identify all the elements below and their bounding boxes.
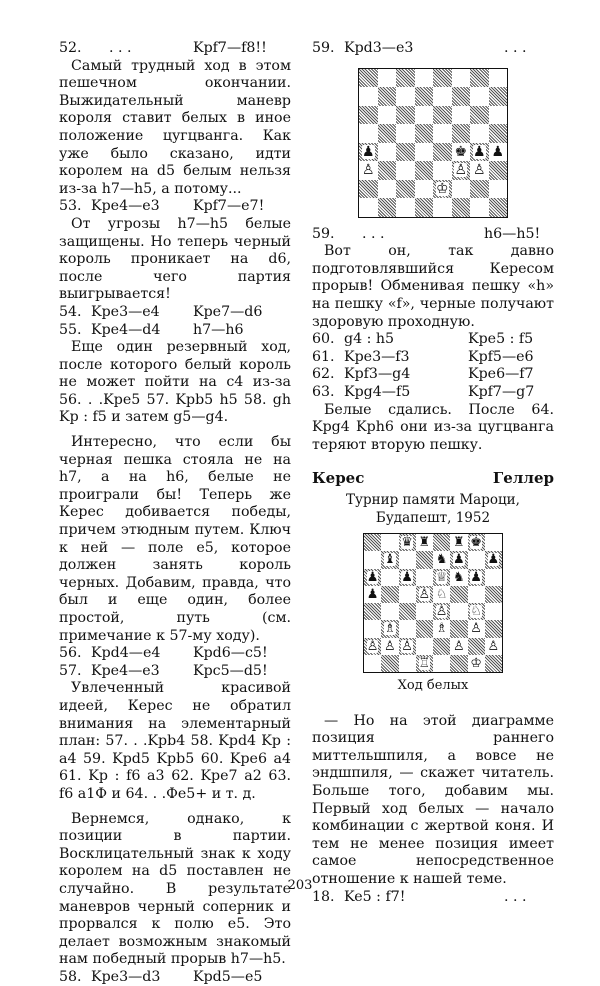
chess-piece: ♙ bbox=[384, 638, 396, 654]
chess-piece: ♟ bbox=[472, 143, 486, 160]
board-square bbox=[381, 534, 398, 551]
move-number: 53. bbox=[59, 198, 82, 215]
board-square bbox=[450, 586, 467, 603]
board-square bbox=[378, 161, 397, 180]
board-square bbox=[485, 551, 502, 568]
white-move: Kpf3—g4 bbox=[344, 366, 411, 383]
black-player: Геллер bbox=[492, 469, 554, 488]
move-number: 55. bbox=[59, 321, 82, 338]
board-square bbox=[416, 534, 433, 551]
board-square bbox=[450, 603, 467, 620]
board-square bbox=[470, 69, 489, 88]
board-square bbox=[450, 655, 467, 672]
board-square bbox=[489, 124, 508, 143]
board-square bbox=[399, 638, 416, 655]
paragraph: Самый трудный ход в этом пешечном окончании. Выжидательный маневр короля ставит белых в иное положение цугцванга. Как уже было сказано, идти королем на d5 белым нельзя из-за h7—h5, а потому... bbox=[59, 57, 291, 197]
event-name: Турнир памяти Мароци, bbox=[346, 491, 520, 508]
board-square bbox=[359, 106, 378, 125]
board-square bbox=[415, 180, 434, 199]
right-column bbox=[312, 40, 554, 906]
black-move: Kpe6—f7 bbox=[468, 366, 534, 383]
board-square bbox=[450, 534, 467, 551]
diagram-2-wrap bbox=[312, 533, 554, 673]
board-square bbox=[470, 87, 489, 106]
move-56 bbox=[59, 645, 291, 663]
chess-piece: ♙ bbox=[487, 638, 500, 654]
paragraph: — Но на этой диаграмме позиция раннего миттельшпиля, а вовсе не эндшпиля, — скажет читатель. Больше того, добавим мы. Первый ход белых — начало комбинации с жертвой коня. И тем не менее позиция имеет самое непосредственное отношение к нашей теме. bbox=[312, 712, 554, 888]
board-square bbox=[485, 534, 502, 551]
chess-piece: ♟ bbox=[470, 569, 482, 585]
chess-piece: ♕ bbox=[435, 569, 448, 585]
board-square bbox=[396, 180, 415, 199]
move-number: 63. bbox=[312, 383, 335, 400]
move-52 bbox=[59, 40, 291, 58]
board-square bbox=[433, 638, 450, 655]
board-square bbox=[416, 586, 433, 603]
white-move: Kpg4—f5 bbox=[344, 383, 411, 400]
move-number: 56. bbox=[59, 645, 82, 662]
game-header bbox=[312, 470, 554, 488]
chess-piece: ♟ bbox=[361, 143, 375, 160]
board-square bbox=[450, 551, 467, 568]
move-53 bbox=[59, 198, 291, 216]
chess-piece: ♔ bbox=[435, 180, 449, 197]
board-square bbox=[378, 124, 397, 143]
white-move: Kpe4—e3 bbox=[91, 198, 160, 215]
move-59-black bbox=[312, 226, 554, 244]
board-square bbox=[489, 180, 508, 199]
board-square bbox=[399, 534, 416, 551]
white-move: Kpe3—e4 bbox=[91, 303, 160, 320]
chess-piece: ♙ bbox=[472, 162, 486, 179]
board-square bbox=[359, 161, 378, 180]
board-square bbox=[468, 603, 485, 620]
board-square bbox=[396, 124, 415, 143]
board-square bbox=[433, 551, 450, 568]
white-move: Kpe3—d3 bbox=[91, 968, 161, 985]
board-square bbox=[415, 124, 434, 143]
move-number: 58. bbox=[59, 968, 82, 985]
board-square bbox=[364, 569, 381, 586]
move-number: 59. bbox=[312, 40, 335, 56]
board-square bbox=[485, 638, 502, 655]
board-square bbox=[381, 638, 398, 655]
chess-piece: ♙ bbox=[470, 621, 482, 637]
board-square bbox=[489, 106, 508, 125]
white-move: Kpe4—d4 bbox=[91, 321, 161, 338]
board-square bbox=[416, 620, 433, 637]
board-square bbox=[399, 603, 416, 620]
board-square bbox=[452, 124, 471, 143]
move-number: 52. bbox=[59, 40, 82, 56]
paragraph: Интересно, что если бы черная пешка стояла не на h7, а на h6, белые не проиграли бы! Теперь же Керес добивается победы, причем этюдным путем. Ключ к ней — поле e5, которое должен занять король черных. Добавим, правда, что был и еще один, более простой, путь (см. примечание к 57-му ходу). bbox=[59, 434, 291, 644]
board-square bbox=[381, 603, 398, 620]
paragraph: От угрозы h7—h5 белые защищены. Но теперь черный король проникает на d6, после чего партия выигрывается! bbox=[59, 215, 291, 303]
chess-piece: ♝ bbox=[384, 552, 396, 568]
move-57 bbox=[59, 663, 291, 681]
chess-piece: ♟ bbox=[366, 569, 379, 585]
white-move: . . . bbox=[109, 40, 132, 56]
board-square bbox=[433, 69, 452, 88]
board-square bbox=[359, 180, 378, 199]
board-square bbox=[468, 655, 485, 672]
chess-piece: ♚ bbox=[454, 143, 468, 160]
white-player: Керес bbox=[312, 469, 365, 488]
board-square bbox=[364, 551, 381, 568]
board-square bbox=[485, 620, 502, 637]
board-square bbox=[381, 551, 398, 568]
board-square bbox=[359, 124, 378, 143]
white-move: . . . bbox=[362, 225, 385, 242]
move-58 bbox=[59, 969, 291, 986]
board-square bbox=[470, 106, 489, 125]
board-square bbox=[468, 534, 485, 551]
board-square bbox=[396, 69, 415, 88]
white-move: Kpd4—e4 bbox=[91, 645, 161, 662]
board-square bbox=[433, 603, 450, 620]
white-move: Ke5 : f7! bbox=[344, 888, 406, 905]
move-number: 60. bbox=[312, 331, 335, 348]
board-square bbox=[359, 143, 378, 162]
black-move: Kpf7—g7 bbox=[468, 383, 535, 400]
board-square bbox=[381, 620, 398, 637]
board-square bbox=[470, 124, 489, 143]
chess-piece: ♙ bbox=[361, 162, 375, 179]
chess-piece: ♔ bbox=[470, 655, 482, 671]
board-square bbox=[433, 534, 450, 551]
board-square bbox=[485, 655, 502, 672]
board-square bbox=[433, 143, 452, 162]
board-square bbox=[378, 143, 397, 162]
board-square bbox=[452, 161, 471, 180]
move-63 bbox=[312, 384, 554, 402]
board-square bbox=[489, 198, 508, 217]
diagram-caption: Ход белых bbox=[397, 678, 469, 694]
board-square bbox=[416, 655, 433, 672]
board-square bbox=[468, 620, 485, 637]
chess-piece: ♟ bbox=[487, 552, 500, 568]
board-square bbox=[452, 69, 471, 88]
board-square bbox=[396, 143, 415, 162]
chess-piece: ♖ bbox=[418, 655, 431, 671]
board-square bbox=[399, 655, 416, 672]
paragraph: Вернемся, однако, к позиции в партии. Восклицательный знак к ходу королем на d5 поставлен не случайно. В результате маневров черный соперник и прорвался к полю e5. Это делает возможным знакомый нам победный прорыв h7—h5. bbox=[59, 810, 291, 968]
chess-piece: ♞ bbox=[453, 569, 465, 585]
black-move: Kpf5—e6 bbox=[468, 348, 534, 365]
white-move: Kpe4—e3 bbox=[91, 662, 160, 679]
chess-diagram-2 bbox=[363, 533, 503, 673]
move-number: 62. bbox=[312, 366, 335, 383]
board-square bbox=[450, 638, 467, 655]
paragraph: Белые сдались. После 64. Kpg4 Kph6 они из-за цугцванга теряют вторую пешку. bbox=[312, 401, 554, 453]
board-square bbox=[433, 586, 450, 603]
chess-piece: ♜ bbox=[453, 535, 465, 551]
black-move: h7—h6 bbox=[193, 321, 244, 338]
board-square bbox=[489, 143, 508, 162]
black-move: Kpc5—d5! bbox=[193, 662, 268, 679]
white-move: Kpe3—f3 bbox=[344, 348, 410, 365]
board-square bbox=[450, 620, 467, 637]
black-move: Kpe5 : f5 bbox=[468, 331, 534, 348]
board-square bbox=[364, 534, 381, 551]
board-square bbox=[433, 198, 452, 217]
move-number: 57. bbox=[59, 662, 82, 679]
board-square bbox=[485, 603, 502, 620]
board-square bbox=[378, 106, 397, 125]
board-square bbox=[415, 161, 434, 180]
board-square bbox=[359, 69, 378, 88]
board-square bbox=[489, 87, 508, 106]
board-square bbox=[452, 198, 471, 217]
board-square bbox=[470, 198, 489, 217]
white-move: g4 : h5 bbox=[344, 331, 395, 348]
board-square bbox=[381, 655, 398, 672]
board-square bbox=[416, 551, 433, 568]
board-square bbox=[415, 69, 434, 88]
board-square bbox=[396, 87, 415, 106]
board-square bbox=[489, 161, 508, 180]
move-62 bbox=[312, 366, 554, 384]
board-square bbox=[470, 161, 489, 180]
move-55 bbox=[59, 322, 291, 340]
event-place-year: Будапешт, 1952 bbox=[375, 509, 491, 526]
paragraph: Еще один резервный ход, после которого белый король не может пойти на c4 из-за 56. . .Kpe5 57. Kpb5 h5 58. gh Kp : f5 и затем g5—g4. bbox=[59, 339, 291, 426]
board-square bbox=[450, 569, 467, 586]
board-square bbox=[470, 180, 489, 199]
chess-piece: ♗ bbox=[435, 621, 448, 637]
move-number: 54. bbox=[59, 303, 82, 320]
move-59-white bbox=[312, 40, 554, 58]
board-square bbox=[415, 198, 434, 217]
black-move: Kpd5—e5 bbox=[193, 968, 263, 985]
board-square bbox=[485, 569, 502, 586]
chess-piece: ♚ bbox=[470, 535, 482, 551]
board-square bbox=[416, 638, 433, 655]
black-move: Kpf7—f8!! bbox=[193, 40, 267, 56]
board-square bbox=[433, 106, 452, 125]
black-move: Kpe7—d6 bbox=[193, 303, 263, 320]
board-square bbox=[433, 655, 450, 672]
chess-piece: ♟ bbox=[453, 552, 465, 568]
board-square bbox=[433, 180, 452, 199]
chess-piece: ♞ bbox=[435, 552, 448, 568]
board-square bbox=[452, 143, 471, 162]
board-square bbox=[364, 586, 381, 603]
board-square bbox=[396, 106, 415, 125]
board-square bbox=[468, 586, 485, 603]
board-square bbox=[416, 569, 433, 586]
board-square bbox=[364, 603, 381, 620]
board-square bbox=[364, 655, 381, 672]
board-square bbox=[396, 161, 415, 180]
board-square bbox=[378, 180, 397, 199]
board-square bbox=[468, 569, 485, 586]
board-square bbox=[452, 106, 471, 125]
left-column bbox=[59, 40, 291, 986]
chess-piece: ♙ bbox=[366, 638, 379, 654]
board-square bbox=[399, 551, 416, 568]
chess-piece: ♛ bbox=[401, 535, 413, 551]
black-move: Kpf7—e7! bbox=[193, 198, 265, 215]
chess-piece: ♟ bbox=[491, 143, 505, 160]
paragraph: Вот он, так давно подготовлявшийся Кересом прорыв! Обменивая пешку «h» на пешку «f», черные получают здоровую проходную. bbox=[312, 243, 554, 330]
board-square bbox=[415, 87, 434, 106]
chess-piece: ♜ bbox=[418, 535, 431, 551]
page-number: 203 bbox=[287, 878, 313, 893]
black-move: . . . bbox=[504, 40, 527, 56]
board-square bbox=[452, 180, 471, 199]
board-square bbox=[489, 69, 508, 88]
black-move: h6—h5! bbox=[484, 225, 541, 242]
board-square bbox=[433, 87, 452, 106]
move-60 bbox=[312, 331, 554, 349]
move-61 bbox=[312, 349, 554, 367]
board-square bbox=[364, 638, 381, 655]
board-square bbox=[485, 586, 502, 603]
board-square bbox=[378, 87, 397, 106]
move-number: 59. bbox=[312, 225, 335, 242]
board-square bbox=[415, 143, 434, 162]
board-square bbox=[433, 124, 452, 143]
chess-piece: ♙ bbox=[454, 162, 468, 179]
move-number: 61. bbox=[312, 348, 335, 365]
board-square bbox=[433, 620, 450, 637]
board-square bbox=[364, 620, 381, 637]
board-square bbox=[359, 87, 378, 106]
board-square bbox=[415, 106, 434, 125]
board-square bbox=[416, 603, 433, 620]
board-square bbox=[433, 161, 452, 180]
board-square bbox=[359, 198, 378, 217]
black-move: . . . bbox=[504, 888, 527, 905]
board-square bbox=[468, 638, 485, 655]
chess-piece: ♘ bbox=[470, 604, 482, 620]
board-square bbox=[381, 569, 398, 586]
board-square bbox=[378, 69, 397, 88]
chess-piece: ♟ bbox=[401, 569, 413, 585]
board-square bbox=[381, 586, 398, 603]
board-square bbox=[470, 143, 489, 162]
paragraph: Увлеченный красивой идеей, Керес не обратил внимания на элементарный план: 57. . .Kpb4 58. Kpd4 Kp : a4 59. Kpd5 Kpb5 60. Kpe6 a4 61. Kp : f6 a3 62. Kpe7 a2 63. f6 a1Ф и 64. . .Фe5+ и т. д. bbox=[59, 680, 291, 802]
diagram-1-wrap bbox=[312, 68, 554, 218]
chess-piece: ♙ bbox=[401, 638, 413, 654]
board-square bbox=[399, 586, 416, 603]
chess-piece: ♘ bbox=[435, 586, 448, 602]
chess-piece: ♙ bbox=[453, 638, 465, 654]
move-54 bbox=[59, 304, 291, 322]
chess-piece: ♗ bbox=[384, 621, 396, 637]
board-square bbox=[378, 198, 397, 217]
board-square bbox=[399, 569, 416, 586]
chess-diagram-1 bbox=[358, 68, 508, 218]
black-move: Kpd6—c5! bbox=[193, 645, 268, 662]
board-square bbox=[468, 551, 485, 568]
board-square bbox=[452, 87, 471, 106]
chess-piece: ♟ bbox=[366, 586, 379, 602]
white-move: Kpd3—e3 bbox=[344, 40, 414, 56]
board-square bbox=[433, 569, 450, 586]
board-square bbox=[396, 198, 415, 217]
move-number: 18. bbox=[312, 888, 335, 905]
board-square bbox=[399, 620, 416, 637]
chess-piece: ♙ bbox=[435, 604, 448, 620]
chess-piece: ♙ bbox=[418, 586, 431, 602]
